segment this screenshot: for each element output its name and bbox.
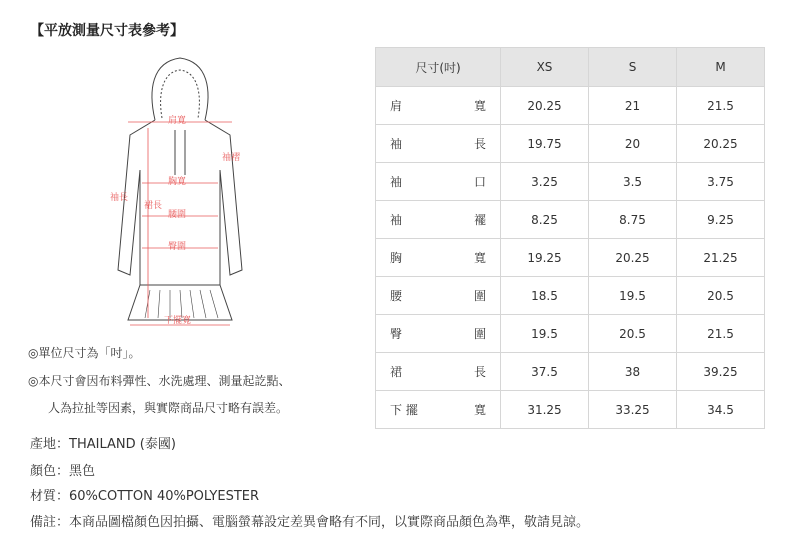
table-cell: 8.75: [589, 201, 677, 239]
label-hip: 臀圍: [168, 242, 187, 252]
header-xs: XS: [501, 48, 589, 87]
row-label: 腰 圍: [376, 277, 501, 315]
table-cell: 37.5: [501, 353, 589, 391]
label-shoulder: 肩寬: [168, 116, 187, 126]
label-cuff: 袖褶: [222, 153, 241, 163]
material-info: 材質：60%COTTON 40%POLYESTER: [30, 489, 260, 504]
table-cell: 21.5: [677, 315, 765, 353]
row-label: 臀 圍: [376, 315, 501, 353]
table-cell: 8.25: [501, 201, 589, 239]
variance-note-2: 人為拉扯等因素，與實際商品尺寸略有誤差。: [48, 401, 289, 415]
garment-diagram: [100, 50, 260, 330]
row-label: 裙 長: [376, 353, 501, 391]
table-cell: 38: [589, 353, 677, 391]
table-cell: 3.75: [677, 163, 765, 201]
label-length: 裙長: [144, 201, 163, 211]
label-waist: 腰圍: [168, 210, 187, 220]
table-row: [376, 87, 765, 125]
skirt-pleats: [145, 290, 218, 318]
table-cell: 34.5: [677, 391, 765, 429]
table-row: [376, 239, 765, 277]
table-cell: 20: [589, 125, 677, 163]
body-outline: [118, 120, 242, 285]
table-cell: 20.25: [501, 87, 589, 125]
table-cell: 19.5: [501, 315, 589, 353]
table-row: [376, 201, 765, 239]
row-label: 袖 長: [376, 125, 501, 163]
row-label: 胸 寬: [376, 239, 501, 277]
table-cell: 31.25: [501, 391, 589, 429]
size-table-header: [376, 48, 765, 87]
table-cell: 20.5: [589, 315, 677, 353]
table-row: [376, 163, 765, 201]
row-label: 袖 口: [376, 163, 501, 201]
table-cell: 9.25: [677, 201, 765, 239]
table-cell: 20.25: [677, 125, 765, 163]
table-cell: 21.5: [677, 87, 765, 125]
table-cell: 21: [589, 87, 677, 125]
table-cell: 39.25: [677, 353, 765, 391]
table-cell: 21.25: [677, 239, 765, 277]
table-cell: 19.5: [589, 277, 677, 315]
variance-note: ◎本尺寸會因布料彈性、水洗處理、測量起訖點、: [28, 374, 291, 388]
table-row: [376, 125, 765, 163]
unit-note: ◎單位尺寸為「吋」。: [28, 346, 141, 360]
table-cell: 3.5: [589, 163, 677, 201]
origin-info: 產地：THAILAND (泰國): [30, 437, 176, 452]
label-chest: 胸寬: [168, 177, 187, 187]
table-row: [376, 391, 765, 429]
hood-outline: [152, 58, 208, 120]
row-label: 袖 襬: [376, 201, 501, 239]
table-cell: 19.25: [501, 239, 589, 277]
table-cell: 20.5: [677, 277, 765, 315]
header-size-unit: 尺寸(吋): [376, 48, 501, 87]
row-label: 下 擺 寬: [376, 391, 501, 429]
hood-inner: [161, 70, 200, 118]
table-row: [376, 277, 765, 315]
color-info: 顏色：黑色: [30, 464, 96, 479]
row-label: 肩 寬: [376, 87, 501, 125]
table-cell: 18.5: [501, 277, 589, 315]
table-cell: 19.75: [501, 125, 589, 163]
header-s: S: [589, 48, 677, 87]
table-cell: 20.25: [589, 239, 677, 277]
label-hem: 下擺寬: [164, 316, 192, 326]
table-cell: 33.25: [589, 391, 677, 429]
table-cell: 3.25: [501, 163, 589, 201]
header-m: M: [677, 48, 765, 87]
table-row: [376, 353, 765, 391]
table-row: [376, 315, 765, 353]
page-title: 【平放測量尺寸表參考】: [30, 23, 184, 39]
label-sleeve: 袖長: [110, 193, 129, 203]
remark-info: 備註：本商品圖檔顏色因拍攝、電腦螢幕設定差異會略有不同，以實際商品顏色為準，敬請見諒。: [30, 515, 590, 530]
size-table: [375, 47, 765, 429]
